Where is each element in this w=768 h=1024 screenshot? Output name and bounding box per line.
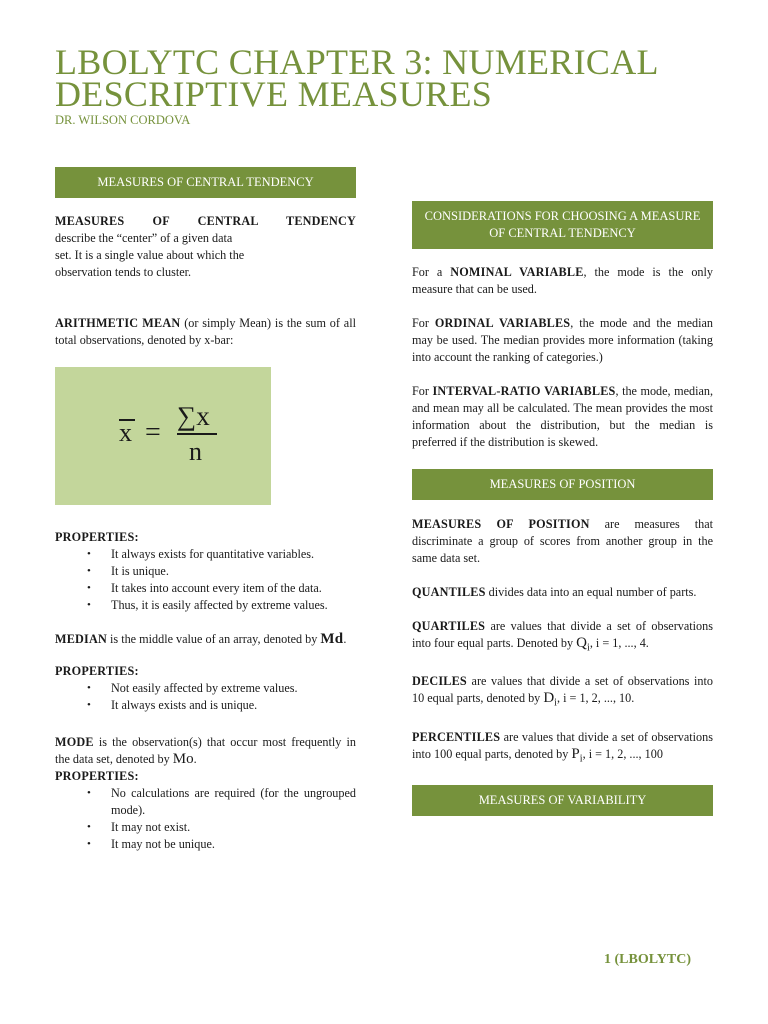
page-title xyxy=(55,42,735,114)
mop-term: MEASURES OF POSITION xyxy=(412,517,590,531)
properties-label-median: PROPERTIES: xyxy=(55,664,139,678)
deciles-paragraph xyxy=(412,673,713,711)
quartiles-symbol: Q xyxy=(576,635,587,651)
list-item: • It always exists and is unique. xyxy=(111,697,356,714)
formula-numerator: ∑x xyxy=(177,401,210,431)
quartiles-text: are values that divide a set of observations into four equal parts. Denoted by xyxy=(412,619,713,650)
quartiles-term: QUARTILES xyxy=(412,619,486,633)
mode-definition: is the observation(s) that occur most frequently in the data set, denoted by xyxy=(55,735,356,766)
mode-term: MODE xyxy=(55,735,94,749)
nominal-text: , the mode is the only measure that can be used. xyxy=(412,265,713,296)
interval-term: INTERVAL-RATIO VARIABLES xyxy=(432,384,616,398)
mop-text: are measures that discriminate a group of scores from another group in the same data set. xyxy=(412,517,714,565)
left-column xyxy=(55,167,356,853)
percentiles-range: , i = 1, 2, ..., 100 xyxy=(582,746,663,761)
list-item: • It may not be unique. xyxy=(111,836,356,853)
deciles-term: DECILES xyxy=(412,674,467,689)
section-banner-variability: MEASURES OF VARIABILITY xyxy=(412,785,713,816)
mct-term: MEASURES OF CENTRAL TENDENCY xyxy=(55,214,356,228)
quantiles-text: divides data into an equal number of parts. xyxy=(485,585,697,599)
ordinal-prefix: For xyxy=(412,316,435,330)
mode-properties-list xyxy=(55,785,356,853)
mean-formula-image xyxy=(55,367,271,505)
mean-properties-list xyxy=(55,546,356,614)
percentiles-symbol: P xyxy=(571,745,580,762)
ordinal-term: ORDINAL VARIABLES xyxy=(434,316,571,330)
nominal-term: NOMINAL VARIABLE xyxy=(450,265,584,279)
mct-text-line-3: set. It is a single value about which the xyxy=(55,248,245,262)
section-banner-considerations: CONSIDERATIONS FOR CHOOSING A MEASURE OF CENTRAL TENDENCY xyxy=(412,201,713,249)
ordinal-text: , the mode and the median may be used. The median provides more information (taking into account the ranking of categories.) xyxy=(412,316,714,364)
mct-paragraph xyxy=(55,213,356,281)
list-item: • Not easily affected by extreme values. xyxy=(111,680,356,697)
percentiles-term: PERCENTILES xyxy=(412,729,501,744)
list-item: • No calculations are required (for the ungrouped mode). xyxy=(111,785,356,819)
section-banner-central-tendency: MEASURES OF CENTRAL TENDENCY xyxy=(55,167,356,198)
median-term: MEDIAN xyxy=(55,632,107,646)
mean-paragraph xyxy=(55,315,356,349)
section-banner-position: MEASURES OF POSITION xyxy=(412,469,713,500)
right-column xyxy=(412,201,713,816)
deciles-text: are values that divide a set of observations into 10 equal parts, denoted by xyxy=(412,674,713,706)
mct-text-line-4: observation tends to cluster. xyxy=(55,265,192,279)
mode-paragraph: MODE is the observation(s) that occur most frequently in the data set, denoted by Mo. xyxy=(55,735,356,767)
percentiles-paragraph xyxy=(412,729,713,767)
formula-x: x xyxy=(119,418,132,447)
median-paragraph: MEDIAN is the middle value of an array, denoted by Md. xyxy=(55,631,347,647)
list-item: • It may not exist. xyxy=(111,819,356,836)
mct-text-line-2: describe the “center” of a given data xyxy=(55,231,233,245)
interval-text: , the mode, median, and mean may all be calculated. The mean provides the most information about the distribution, but the median is preferred if the distribution is skewed. xyxy=(412,384,714,449)
mean-term: ARITHMETIC MEAN xyxy=(55,316,181,330)
nominal-paragraph xyxy=(412,264,713,298)
page-number: 1 (LBOLYTC) xyxy=(604,952,692,967)
list-item: • It always exists for quantitative variables. xyxy=(111,546,356,563)
median-symbol: Md xyxy=(320,631,344,647)
mean-definition: (or simply Mean) is the sum of all total observations, denoted by x-bar: xyxy=(55,316,356,347)
mean-formula xyxy=(55,367,271,505)
nominal-prefix: For a xyxy=(412,265,451,279)
properties-label-mean: PROPERTIES: xyxy=(55,530,139,544)
title-line-1: LBOLYTC CHAPTER 3: NUMERICAL xyxy=(55,42,659,82)
deciles-symbol: D xyxy=(543,690,555,707)
formula-denominator: n xyxy=(189,437,202,466)
mode-symbol: Mo xyxy=(172,751,194,767)
author-name: DR. WILSON CORDOVA xyxy=(55,113,191,127)
percentiles-text: are values that divide a set of observations into 100 equal parts, denoted by xyxy=(412,729,713,761)
quantiles-term: QUANTILES xyxy=(412,585,486,599)
deciles-subscript: i xyxy=(554,697,557,709)
deciles-range: , i = 1, 2, ..., 10. xyxy=(557,691,635,706)
median-properties-list xyxy=(55,680,356,714)
properties-label-mode: PROPERTIES: xyxy=(55,769,139,783)
list-item: • Thus, it is easily affected by extreme values. xyxy=(111,597,356,614)
title-line-2: DESCRIPTIVE MEASURES xyxy=(55,74,493,114)
mop-paragraph xyxy=(412,516,713,567)
quartiles-range: , i = 1, ..., 4. xyxy=(589,636,649,650)
quartiles-subscript: i xyxy=(587,642,590,654)
percentiles-subscript: i xyxy=(579,753,583,765)
interval-prefix: For xyxy=(412,384,433,398)
median-definition: is the middle value of an array, denoted by xyxy=(106,632,321,646)
list-item: • It takes into account every item of the data. xyxy=(111,580,356,597)
list-item: • It is unique. xyxy=(111,563,356,580)
quartiles-paragraph xyxy=(412,618,713,656)
quantiles-paragraph xyxy=(412,584,713,601)
ordinal-paragraph xyxy=(412,315,713,366)
formula-equals: = xyxy=(145,417,161,448)
interval-paragraph xyxy=(412,383,713,451)
